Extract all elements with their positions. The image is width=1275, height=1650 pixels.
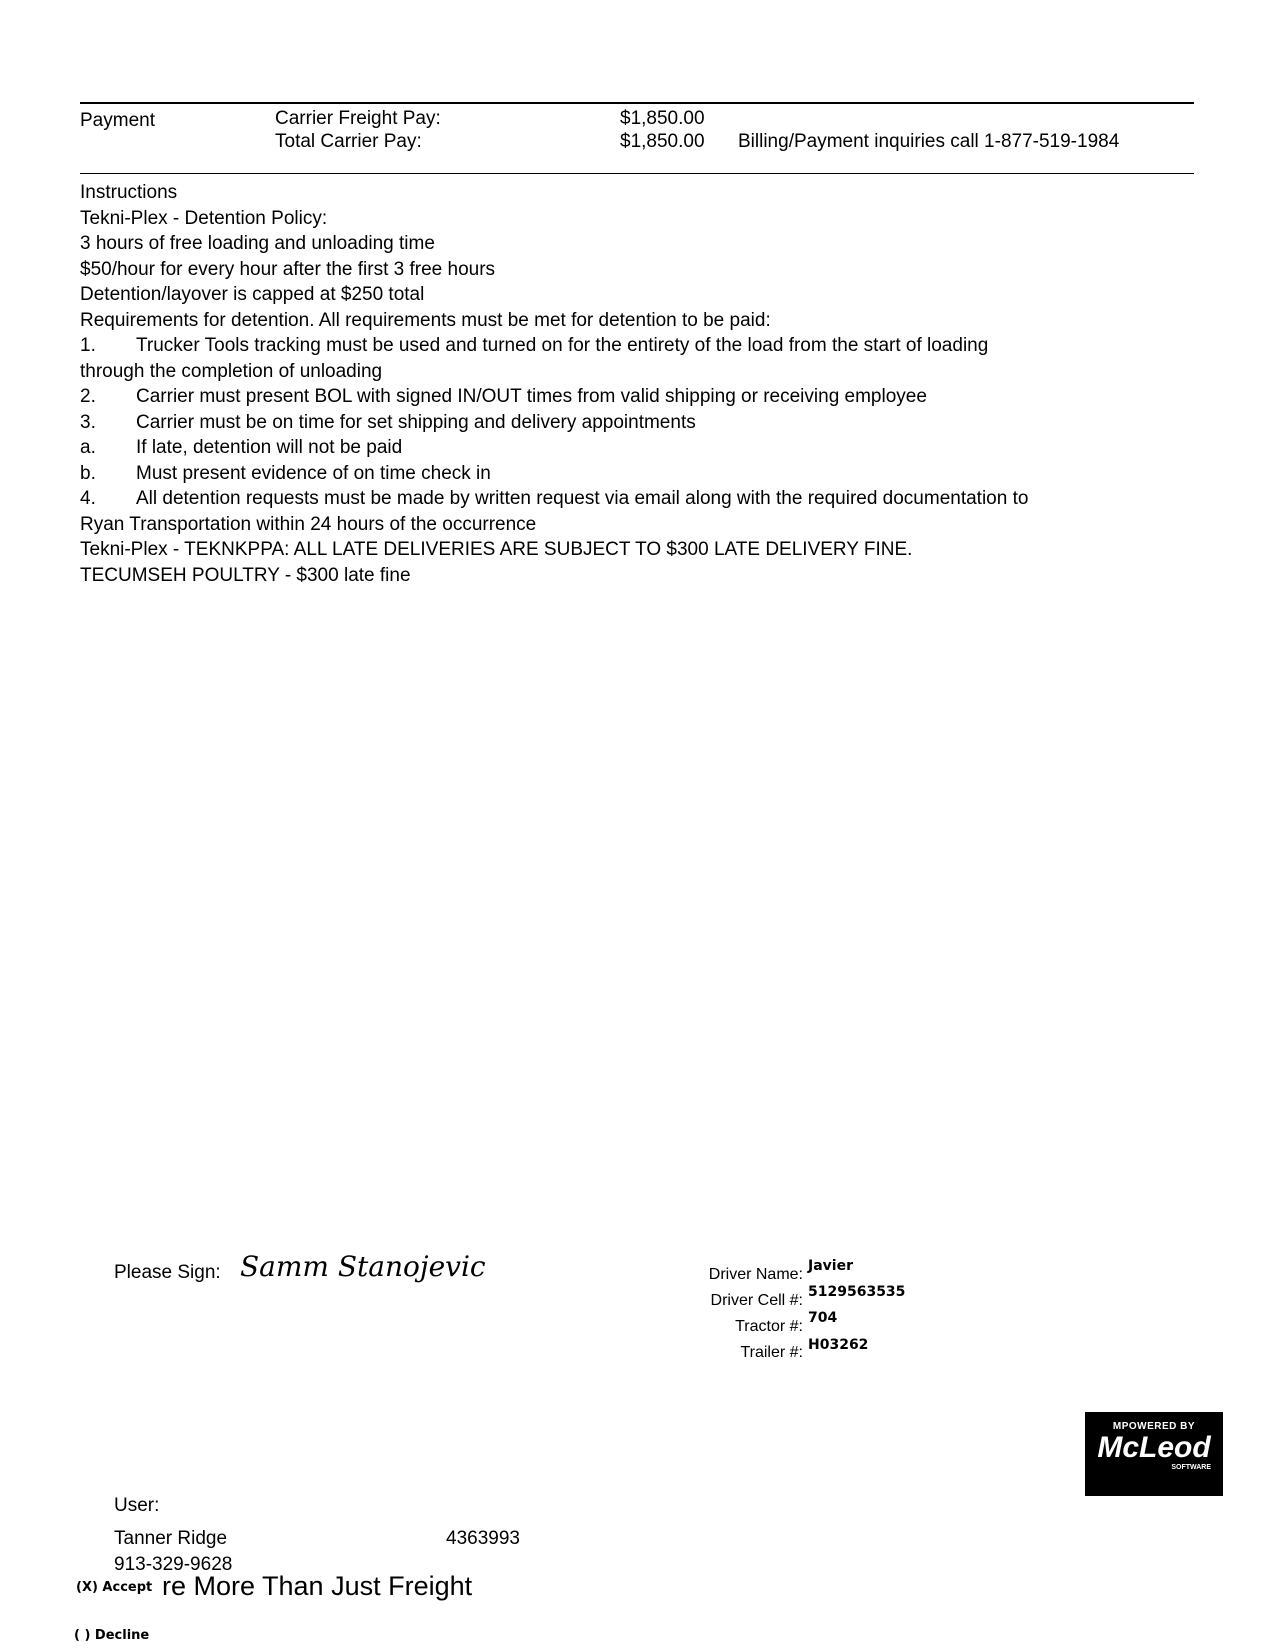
logo-top-text: MPOWERED BY [1112,1421,1196,1432]
driver-cell-label: Driver Cell #: [710,1292,803,1309]
payment-bottom-rule [80,173,1194,174]
driver-name-value: Javier [808,1258,853,1274]
instruction-line: Detention/layover is capped at $250 total [80,284,425,305]
trailer-value: H03262 [808,1337,869,1353]
item-marker: 4. [80,488,96,509]
user-id: 4363993 [446,1528,520,1549]
item-continuation: Ryan Transportation within 24 hours of the occurrence [80,513,537,535]
instruction-line: 3 hours of free loading and unloading time [80,233,435,254]
signature-name: Samm Stanojevic [240,1250,486,1283]
item-marker: 3. [80,411,96,433]
requirement-item [80,486,1200,512]
instruction-line: Requirements for detention. All requirements must be met for detention to be paid: [80,309,771,331]
decline-option[interactable]: ( ) Decline [74,1628,150,1643]
item-marker: b. [80,462,96,484]
item-text: Carrier must be on time for set shipping and delivery appointments [136,411,696,433]
top-rule [80,102,1194,104]
instructions-block [80,180,1200,588]
driver-name-label: Driver Name: [708,1266,803,1283]
carrier-freight-pay-amount: $1,850.00 [620,108,705,129]
item-text: Trucker Tools tracking must be used and turned on for the entirety of the load from the start of loading [136,335,989,356]
requirement-item [80,435,1200,461]
item-marker: a. [80,437,96,458]
item-marker: 1. [80,335,96,356]
carrier-freight-pay-label: Carrier Freight Pay: [275,108,441,129]
logo-brand-text: McLeod [1097,1431,1211,1464]
late-delivery-fine-line: Tekni-Plex - TEKNKPPA: ALL LATE DELIVERIES ARE SUBJECT TO $300 LATE DELIVERY FINE. [80,539,913,560]
total-carrier-pay-amount: $1,850.00 [620,131,705,152]
instruction-line: Tekni-Plex - Detention Policy: [80,207,328,229]
item-text: All detention requests must be made by written request via email along with the required documentation to [136,488,1029,509]
logo-sub-text: SOFTWARE [1171,1464,1211,1471]
item-continuation: through the completion of unloading [80,360,383,382]
user-name: Tanner Ridge [114,1528,228,1549]
driver-cell-value: 5129563535 [808,1284,906,1300]
tractor-value: 704 [808,1310,838,1326]
item-text: Carrier must present BOL with signed IN/OUT times from valid shipping or receiving employee [136,386,927,407]
item-text: If late, detention will not be paid [136,437,403,458]
item-text: Must present evidence of on time check in [136,462,491,484]
accept-option[interactable]: (X) Accept [76,1580,153,1595]
please-sign-label: Please Sign: [114,1262,221,1283]
user-tagline: re More Than Just Freight [162,1571,473,1601]
total-carrier-pay-label: Total Carrier Pay: [275,131,422,152]
mcleod-logo [1085,1412,1223,1496]
late-fine-line: TECUMSEH POULTRY - $300 late fine [80,564,411,586]
requirement-item [80,461,1200,487]
user-phone: 913-329-9628 [114,1554,233,1575]
requirement-item [80,384,1200,410]
tractor-label: Tractor #: [735,1318,803,1335]
instructions-heading: Instructions [80,182,178,203]
trailer-label: Trailer #: [740,1344,803,1361]
item-marker: 2. [80,386,96,407]
user-label: User: [114,1495,160,1516]
requirement-item [80,333,1200,359]
requirement-item [80,410,1200,436]
payment-label: Payment [80,110,155,131]
billing-inquiries-note: Billing/Payment inquiries call 1-877-519-1984 [738,131,1120,152]
instruction-line: $50/hour for every hour after the first 3 free hours [80,258,496,280]
